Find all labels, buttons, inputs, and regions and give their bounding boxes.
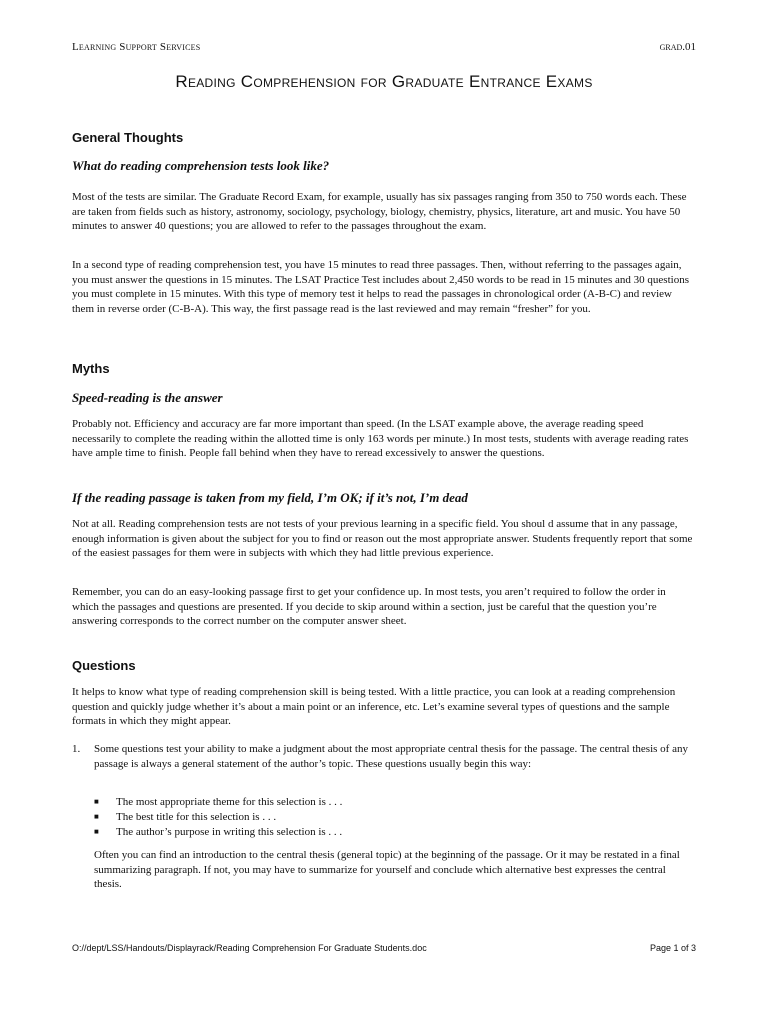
bullet-square-icon: ■ (94, 797, 99, 806)
footer-file-path: O://dept/LSS/Handouts/Displayrack/Reading Comprehension For Graduate Students.doc (72, 943, 427, 953)
list-item-1-text: Some questions test your ability to make a judgment about the most appropriate central thesis for the passage. The central thesis of any passage is always a general statement of the author’s topic. These questions usually begin this way: (94, 743, 688, 770)
bullet-text: The author’s purpose in writing this selection is . . . (116, 826, 343, 838)
subheading-tests-look-like: What do reading comprehension tests look like? (72, 158, 330, 173)
list-item-1-followup: Often you can find an introduction to the central thesis (general topic) at the beginning of the passage. Or it may be restated in a final summarizing paragraph. If not, you may have to summarize for yourself and conclude which alternative best expresses the central thesis. (94, 849, 680, 890)
bullet-list (94, 795, 694, 840)
bullet-text: The most appropriate theme for this selection is . . . (116, 796, 343, 808)
list-number-1: 1. (72, 743, 81, 755)
subheading-speed-reading: Speed-reading is the answer (72, 390, 223, 405)
list-item (94, 810, 694, 825)
bullet-text: The best title for this selection is . . . (116, 811, 277, 823)
page-title: Reading Comprehension for Graduate Entrance Exams (175, 72, 593, 91)
paragraph-general-2: In a second type of reading comprehension test, you have 15 minutes to read three passages. Then, without referring to the passages again, you must answer the questions in 15 minutes. The LSAT Practice Test includes about 2,450 words to be read in 15 minutes and 30 questions you must complete in 15 minutes. With this type of memory test it helps to read the passages in chronological order (A-B-C) and review them in reverse order (C-B-A). This way, the first passage read is the last reviewed and may remain “fresher” for you. (72, 259, 689, 315)
section-heading-general: General Thoughts (72, 130, 184, 145)
footer-page-number: Page 1 of 3 (649, 943, 696, 953)
paragraph-myths-3: Remember, you can do an easy-looking passage first to get your confidence up. In most tests, you aren’t required to follow the order in which the passages and questions are presented. If you decide to skip around within a section, just be careful that the question you’re answering corresponds to the correct number on the computer answer sheet. (72, 586, 666, 627)
bullet-square-icon: ■ (94, 812, 99, 821)
header-document-code: grad.01 (659, 41, 696, 53)
subheading-own-field: If the reading passage is taken from my field, I’m OK; if it’s not, I’m dead (72, 490, 468, 505)
paragraph-questions-1: It helps to know what type of reading comprehension skill is being tested. With a little practice, you can look at a reading comprehension question and quickly judge whether it’s about a main point or an inference, etc. Let’s examine several types of questions and the sample formats in which they might appear. (72, 686, 676, 727)
list-item (94, 795, 694, 810)
paragraph-general-1: Most of the tests are similar. The Graduate Record Exam, for example, usually has six passages ranging from 350 to 750 words each. These are taken from fields such as history, astronomy, sociology, psychology, biology, chemistry, physics, literature, art and music. You have 50 minutes to answer 40 questions; you are allowed to refer to the passages throughout the exam. (72, 191, 687, 232)
header-department: Learning Support Services (72, 41, 201, 53)
list-item (94, 825, 694, 840)
paragraph-myths-1: Probably not. Efficiency and accuracy are far more important than speed. (In the LSAT example above, the average reading speed necessarily to complete the reading within the allotted time is only 163 words per minute.) In most tests, students with average reading rates have ample time to finish. People fall behind when they have to reread excessively to answer the questions. (72, 418, 689, 459)
section-heading-myths: Myths (72, 361, 110, 376)
bullet-square-icon: ■ (94, 827, 99, 836)
section-heading-questions: Questions (72, 658, 136, 673)
paragraph-myths-2: Not at all. Reading comprehension tests are not tests of your previous learning in a specific field. You shoul d assume that in any passage, enough information is given about the subject for you to find or reason out the most appropriate answer. Students frequently report that some of the easiest passages for them were in subjects with which they had little previous experience. (72, 518, 693, 559)
